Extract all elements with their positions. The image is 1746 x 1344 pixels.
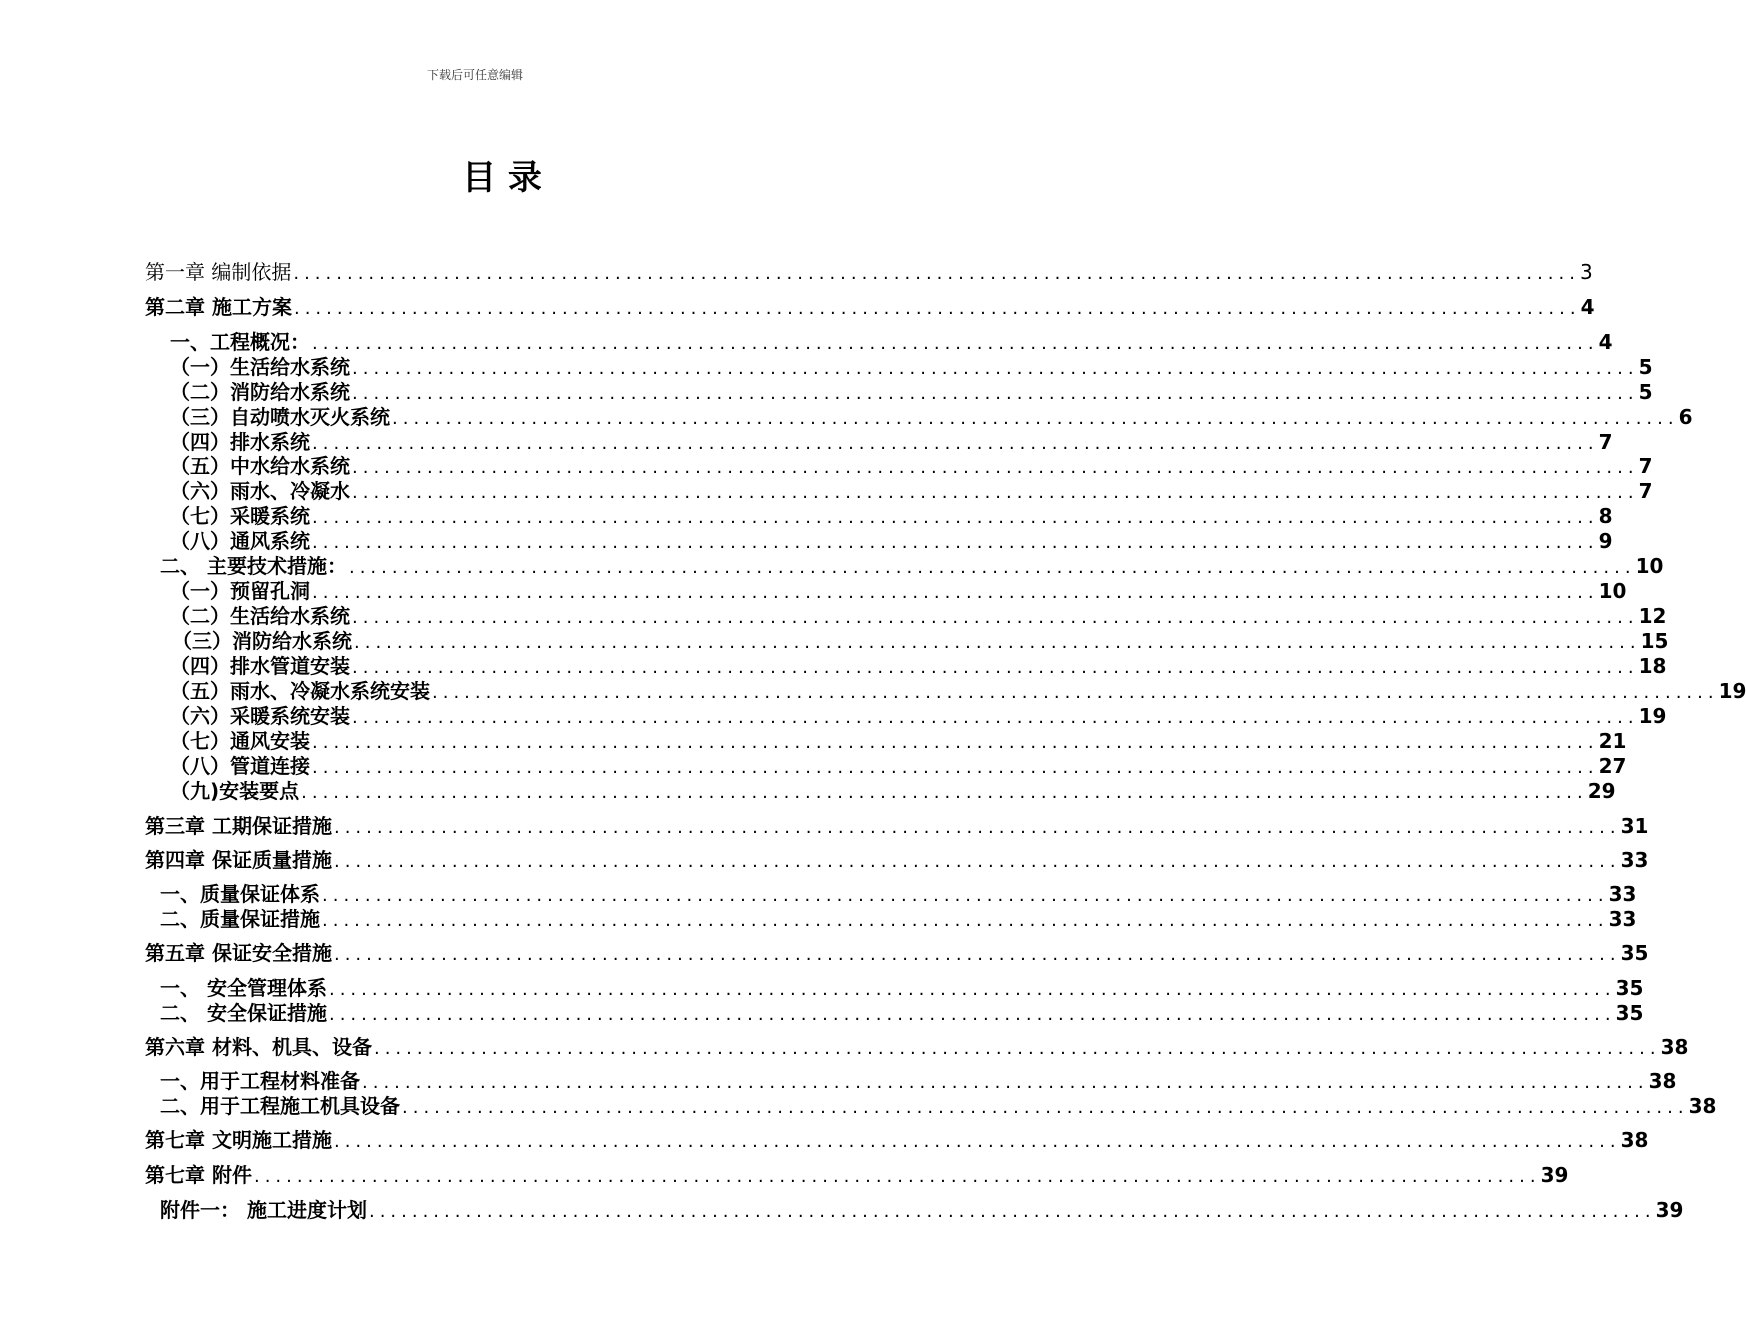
toc-entry-title: （七）通风安装 — [170, 729, 310, 753]
toc-entry-page: 4 — [1598, 330, 1613, 354]
toc-leader-dots: ........................................................................................................................ — [293, 263, 1580, 284]
toc-entry-page: 5 — [1638, 355, 1653, 379]
toc-leader-dots: ........................................................................................................................ — [352, 607, 1639, 628]
toc-entry[interactable] — [145, 846, 1649, 872]
toc-leader-dots: ........................................................................................................................ — [312, 732, 1599, 753]
toc-entry-title: （一）生活给水系统 — [170, 355, 350, 379]
toc-entry-page: 29 — [1587, 779, 1616, 803]
toc-entry[interactable] — [172, 627, 1669, 653]
toc-entry[interactable] — [145, 1161, 1569, 1187]
toc-leader-dots: ........................................................................................................................ — [312, 433, 1599, 454]
toc-entry-page: 39 — [1540, 1163, 1569, 1187]
toc-leader-dots: ........................................................................................................................ — [352, 482, 1639, 503]
toc-entry-title: 第二章 施工方案 — [145, 295, 292, 319]
toc-entry-page: 8 — [1598, 504, 1613, 528]
toc-leader-dots: ........................................................................................................................ — [312, 757, 1599, 778]
toc-entry[interactable] — [160, 974, 1644, 1000]
toc-entry-page: 38 — [1620, 1128, 1649, 1152]
toc-entry-title: （二）生活给水系统 — [170, 604, 350, 628]
toc-leader-dots: ........................................................................................................................ — [432, 682, 1719, 703]
toc-entry-title: 一、用于工程材料准备 — [160, 1069, 360, 1093]
toc-entry[interactable] — [170, 353, 1653, 379]
toc-entry[interactable] — [145, 293, 1595, 319]
toc-entry-page: 3 — [1579, 260, 1593, 284]
toc-leader-dots: ........................................................................................................................ — [352, 707, 1639, 728]
toc-entry[interactable] — [160, 905, 1637, 931]
toc-entry-page: 35 — [1615, 976, 1644, 1000]
toc-entry-title: （四）排水系统 — [170, 430, 310, 454]
toc-entry-title: 第七章 附件 — [145, 1163, 252, 1187]
toc-entry[interactable] — [145, 939, 1649, 965]
toc-entry[interactable] — [170, 477, 1653, 503]
toc-leader-dots: ........................................................................................................................ — [301, 782, 1588, 803]
toc-entry-page: 35 — [1620, 941, 1649, 965]
toc-entry[interactable] — [170, 727, 1627, 753]
toc-entry[interactable] — [170, 378, 1653, 404]
toc-leader-dots: ........................................................................................................................ — [253, 1166, 1541, 1187]
toc-entry-title: 第五章 保证安全措施 — [145, 941, 332, 965]
toc-entry[interactable] — [170, 752, 1627, 778]
toc-leader-dots: ........................................................................................................................ — [333, 1131, 1621, 1152]
toc-leader-dots: ........................................................................................................................ — [333, 944, 1621, 965]
toc-entry[interactable] — [170, 777, 1616, 803]
toc-leader-dots: ........................................................................................................................ — [352, 358, 1639, 379]
toc-entry-page: 12 — [1638, 604, 1667, 628]
toc-entry[interactable] — [170, 328, 1613, 354]
toc-entry-page: 38 — [1648, 1069, 1677, 1093]
toc-entry-title: 第一章 编制依据 — [145, 260, 292, 284]
toc-entry-page: 7 — [1638, 454, 1653, 478]
toc-entry[interactable] — [170, 502, 1613, 528]
toc-entry-title: 第六章 材料、机具、设备 — [145, 1035, 372, 1059]
toc-leader-dots: ........................................................................................................................ — [312, 532, 1599, 553]
toc-entry-title: 第四章 保证质量措施 — [145, 848, 332, 872]
toc-entry-page: 10 — [1635, 554, 1664, 578]
toc-entry[interactable] — [170, 452, 1653, 478]
toc-entry-page: 33 — [1620, 848, 1649, 872]
toc-entry[interactable] — [145, 1033, 1689, 1059]
toc-entry-title: （三）消防给水系统 — [172, 629, 352, 653]
toc-entry[interactable] — [170, 652, 1667, 678]
toc-entry-title: 一、 安全管理体系 — [160, 976, 327, 1000]
toc-leader-dots: ........................................................................................................................ — [333, 817, 1621, 838]
toc-entry[interactable] — [160, 552, 1664, 578]
toc-leader-dots: ........................................................................................................................ — [352, 457, 1639, 478]
toc-entry-title: 附件一： 施工进度计划 — [160, 1198, 367, 1222]
toc-entry-title: 二、 主要技术措施： — [160, 554, 347, 578]
toc-entry-title: （八）管道连接 — [170, 754, 310, 778]
toc-entry[interactable] — [170, 577, 1627, 603]
toc-leader-dots: ........................................................................................................................ — [322, 885, 1609, 906]
toc-entry-title: （三）自动喷水灭火系统 — [170, 405, 390, 429]
toc-entry-page: 15 — [1640, 629, 1669, 653]
toc-entry-title: （五）中水给水系统 — [170, 454, 350, 478]
toc-entry-title: （五）雨水、冷凝水系统安装 — [170, 679, 430, 703]
toc-leader-dots: ........................................................................................................................ — [348, 557, 1636, 578]
toc-entry-page: 6 — [1678, 405, 1693, 429]
toc-leader-dots: ........................................................................................................................ — [402, 1097, 1689, 1118]
toc-entry-title: （六）雨水、冷凝水 — [170, 479, 350, 503]
toc-entry-title: （八）通风系统 — [170, 529, 310, 553]
toc-entry-page: 19 — [1638, 704, 1667, 728]
toc-entry-page: 38 — [1688, 1094, 1717, 1118]
toc-leader-dots: ........................................................................................................................ — [354, 632, 1641, 653]
toc-leader-dots: ........................................................................................................................ — [322, 910, 1609, 931]
toc-entry[interactable] — [170, 403, 1693, 429]
toc-entry-page: 7 — [1598, 430, 1613, 454]
toc-entry[interactable] — [145, 812, 1649, 838]
toc-entry-page: 33 — [1608, 882, 1637, 906]
toc-entry-title: （四）排水管道安装 — [170, 654, 350, 678]
toc-entry-page: 31 — [1620, 814, 1649, 838]
toc-entry[interactable] — [145, 1126, 1649, 1152]
toc-leader-dots: ........................................................................................................................ — [312, 582, 1599, 603]
toc-entry-title: （六）采暖系统安装 — [170, 704, 350, 728]
toc-entry-page: 39 — [1655, 1198, 1684, 1222]
toc-entry[interactable] — [170, 602, 1667, 628]
toc-entry-title: （二）消防给水系统 — [170, 380, 350, 404]
toc-entry-page: 5 — [1638, 380, 1653, 404]
toc-entry-page: 33 — [1608, 907, 1637, 931]
toc-entry[interactable] — [170, 428, 1613, 454]
toc-leader-dots: ........................................................................................................................ — [312, 507, 1599, 528]
toc-entry[interactable] — [160, 1196, 1684, 1222]
toc-entry-page: 18 — [1638, 654, 1667, 678]
toc-entry[interactable] — [160, 880, 1637, 906]
page-title: 目 录 — [462, 158, 542, 198]
toc-entry-title: 第三章 工期保证措施 — [145, 814, 332, 838]
toc-entry-page: 21 — [1598, 729, 1627, 753]
toc-entry[interactable] — [145, 258, 1593, 284]
toc-leader-dots: ........................................................................................................................ — [362, 1072, 1649, 1093]
header-note: 下载后可任意编辑 — [426, 68, 523, 82]
toc-entry-page: 7 — [1638, 479, 1653, 503]
toc-entry-page: 38 — [1660, 1035, 1689, 1059]
toc-leader-dots: ........................................................................................................................ — [312, 333, 1599, 354]
toc-entry-page: 27 — [1598, 754, 1627, 778]
toc-entry-page: 9 — [1598, 529, 1613, 553]
toc-entry-title: 二、 安全保证措施 — [160, 1001, 327, 1025]
toc-entry-title: （七）采暖系统 — [170, 504, 310, 528]
toc-leader-dots: ........................................................................................................................ — [293, 298, 1581, 319]
toc-entry[interactable] — [170, 677, 1746, 703]
toc-leader-dots: ........................................................................................................................ — [352, 657, 1639, 678]
toc-leader-dots: ........................................................................................................................ — [368, 1201, 1656, 1222]
toc-entry-title: （一）预留孔洞 — [170, 579, 310, 603]
toc-entry[interactable] — [170, 527, 1613, 553]
toc-entry-page: 19 — [1718, 679, 1746, 703]
toc-leader-dots: ........................................................................................................................ — [352, 383, 1639, 404]
toc-entry-title: 一、质量保证体系 — [160, 882, 320, 906]
toc-entry-page: 35 — [1615, 1001, 1644, 1025]
toc-entry-title: 二、用于工程施工机具设备 — [160, 1094, 400, 1118]
toc-entry-title: 第七章 文明施工措施 — [145, 1128, 332, 1152]
toc-leader-dots: ........................................................................................................................ — [328, 1004, 1616, 1025]
toc-leader-dots: ........................................................................................................................ — [392, 408, 1679, 429]
toc-entry-title: 一、工程概况： — [170, 330, 310, 354]
toc-leader-dots: ........................................................................................................................ — [333, 851, 1621, 872]
toc-entry-page: 4 — [1580, 295, 1595, 319]
toc-entry[interactable] — [160, 999, 1644, 1025]
toc-entry-title: （九)安装要点 — [170, 779, 300, 803]
toc-entry-page: 10 — [1598, 579, 1627, 603]
toc-entry[interactable] — [160, 1067, 1677, 1093]
toc-entry[interactable] — [160, 1092, 1717, 1118]
toc-leader-dots: ........................................................................................................................ — [328, 979, 1616, 1000]
toc-entry[interactable] — [170, 702, 1667, 728]
toc-entry-title: 二、质量保证措施 — [160, 907, 320, 931]
toc-leader-dots: ........................................................................................................................ — [373, 1038, 1661, 1059]
